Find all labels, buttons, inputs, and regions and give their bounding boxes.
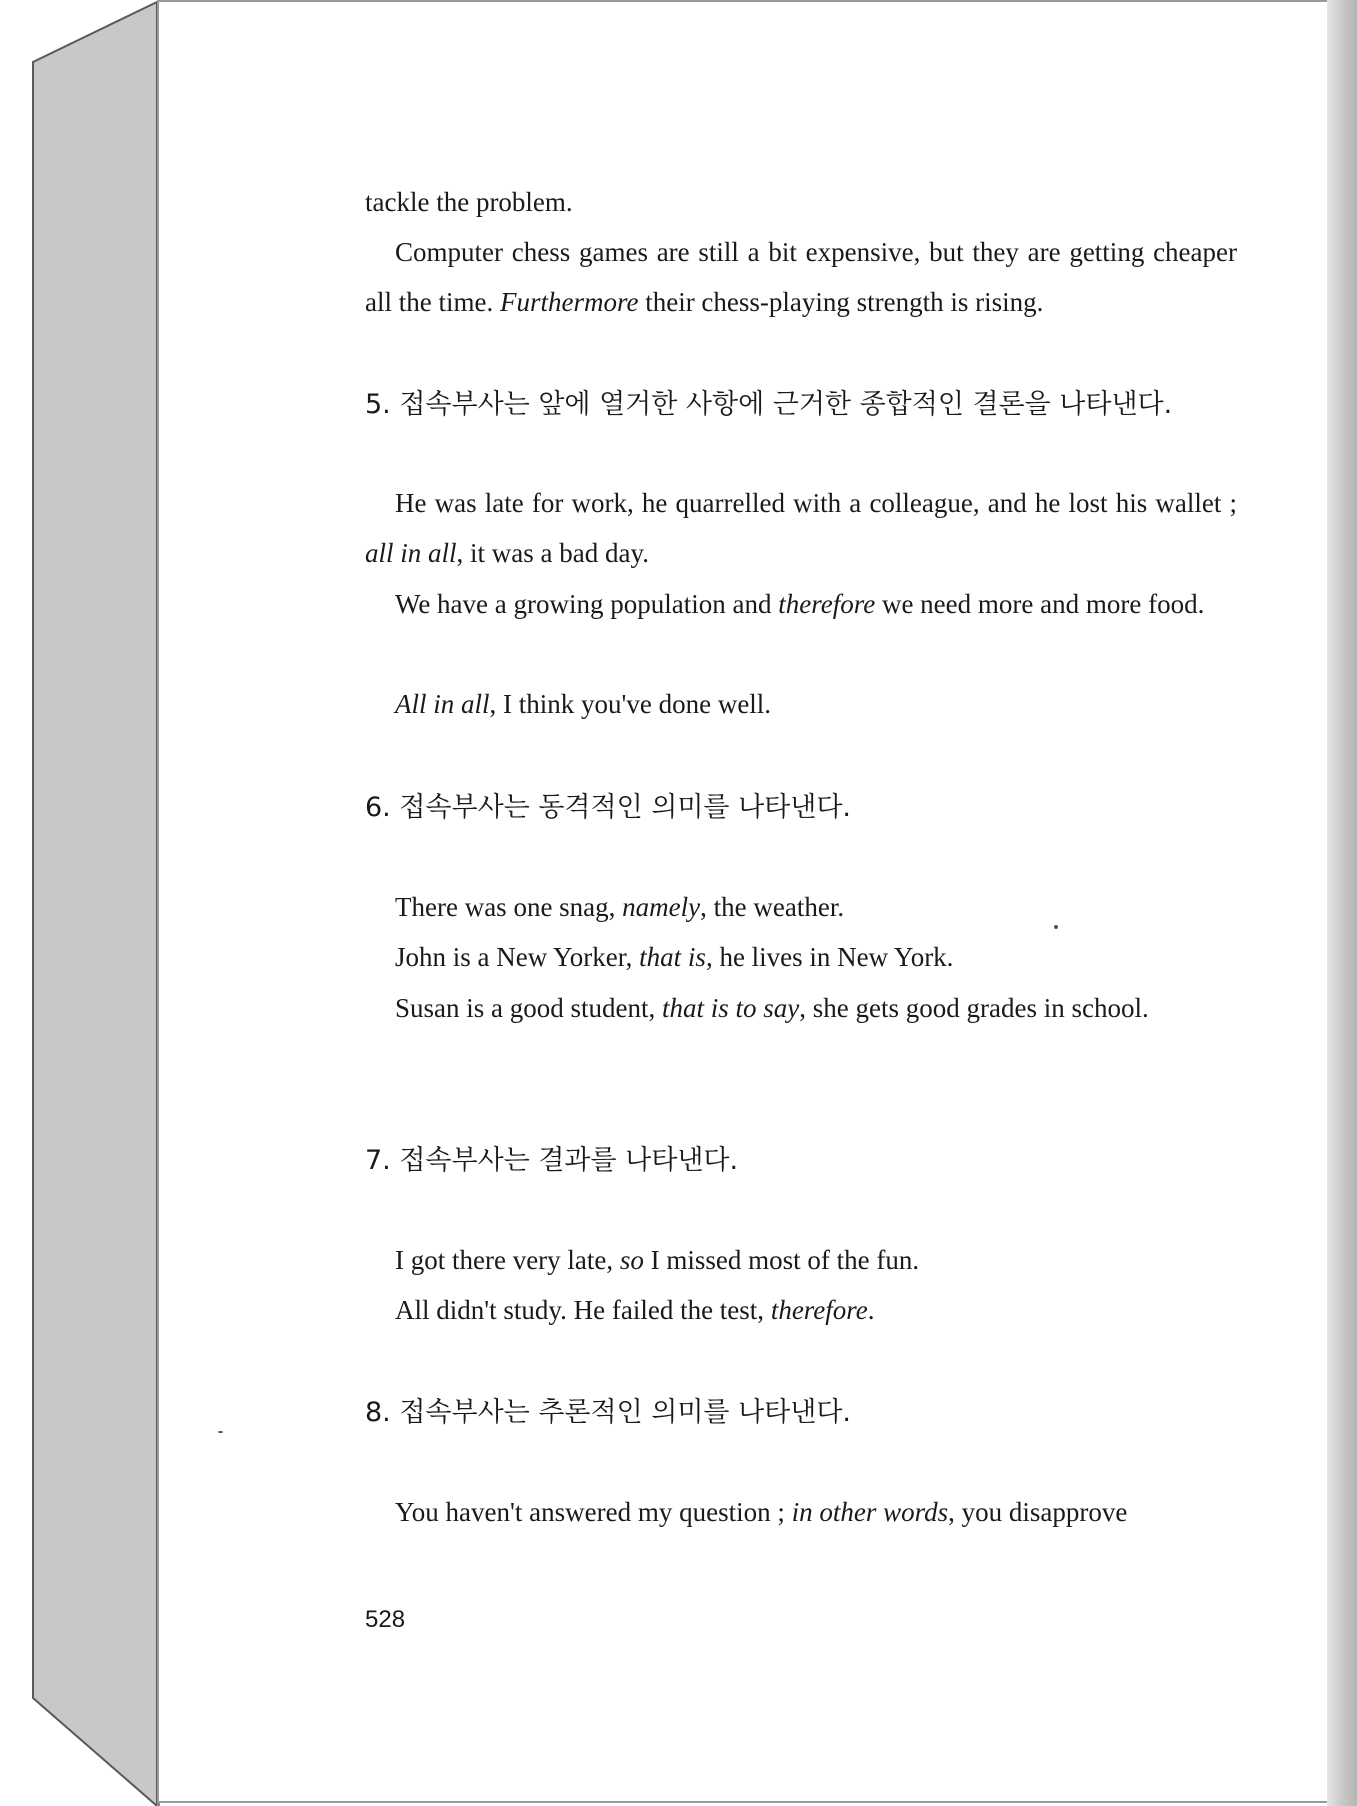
text-run: , the weather. (700, 892, 845, 922)
text-run: , he lives in New York. (705, 942, 954, 972)
paragraph (365, 932, 1237, 982)
paragraph-that-is (365, 932, 1237, 982)
italic-connective: All in all (395, 689, 490, 719)
text-run: I got there very late, (395, 1245, 620, 1275)
text-run: I missed most of the fun. (643, 1245, 920, 1275)
italic-connective: in other words (791, 1497, 949, 1527)
italic-connective: Furthermore (499, 287, 639, 317)
section-heading-6: 6. 접속부사는 동격적인 의미를 나타낸다. (365, 792, 851, 823)
paragraph-in-other-words (365, 1487, 1237, 1537)
section-heading-7: 7. 접속부사는 결과를 나타낸다. (365, 1145, 739, 1176)
text-run: You haven't answered my question ; (395, 1497, 792, 1527)
section-heading-5: 5. 접속부사는 앞에 열거한 사항에 근거한 종합적인 결론을 나타낸다. (365, 389, 1173, 420)
paragraph (365, 177, 1237, 227)
text-run: , you disapprove (948, 1497, 1128, 1527)
print-speck (218, 1431, 223, 1433)
text-run: Computer chess games are still a bit expensive, but they are getting cheaper all the time. (365, 237, 1237, 317)
italic-connective: that is (639, 942, 706, 972)
italic-connective: all in all (365, 538, 457, 568)
paragraph-all-in-all-2 (365, 679, 1237, 729)
paragraph (365, 227, 1237, 327)
text-run: We have a growing population and (395, 589, 779, 619)
text-run: . (867, 1295, 875, 1325)
text-run: Susan is a good student, (395, 993, 662, 1023)
text-run: He was late for work, he quarrelled with a colleague, and he lost his wallet ; (395, 488, 1237, 518)
section-heading-8: 8. 접속부사는 추론적인 의미를 나타낸다. (365, 1397, 851, 1428)
text-run: , it was a bad day. (456, 538, 649, 568)
paragraph (365, 478, 1237, 578)
paragraph-so (365, 1235, 1237, 1285)
text-run: their chess-playing strength is rising. (638, 287, 1044, 317)
paragraph-continuation (365, 177, 1237, 227)
text-run: we need more and more food. (875, 589, 1205, 619)
paragraph (365, 882, 1237, 932)
text-run: There was one snag, (395, 892, 623, 922)
paragraph (365, 1487, 1237, 1537)
page-number: 528 (365, 1606, 406, 1633)
text-run: John is a New Yorker, (395, 942, 640, 972)
italic-connective: namely (622, 892, 701, 922)
italic-connective: therefore (778, 589, 876, 619)
paragraph (365, 983, 1237, 1033)
text-run: tackle the problem. (365, 187, 573, 217)
italic-connective: so (619, 1245, 644, 1275)
paragraph-therefore-2 (365, 1285, 1237, 1335)
paragraph-all-in-all-1 (365, 478, 1237, 578)
italic-connective: therefore (770, 1295, 868, 1325)
paragraph (365, 679, 1237, 729)
paragraph (365, 1235, 1237, 1285)
paragraph-that-is-to-say (365, 983, 1237, 1033)
paragraph (365, 579, 1237, 629)
paragraph-furthermore (365, 227, 1237, 327)
paragraph (365, 1285, 1237, 1335)
paragraph-namely (365, 882, 1237, 932)
paragraph-therefore-1 (365, 579, 1237, 629)
text-run: All didn't study. He failed the test, (395, 1295, 771, 1325)
italic-connective: that is to say (662, 993, 800, 1023)
text-run: , I think you've done well. (489, 689, 772, 719)
text-run: , she gets good grades in school. (799, 993, 1149, 1023)
page-edge-shadow (1327, 0, 1357, 1806)
print-speck (1054, 925, 1058, 929)
